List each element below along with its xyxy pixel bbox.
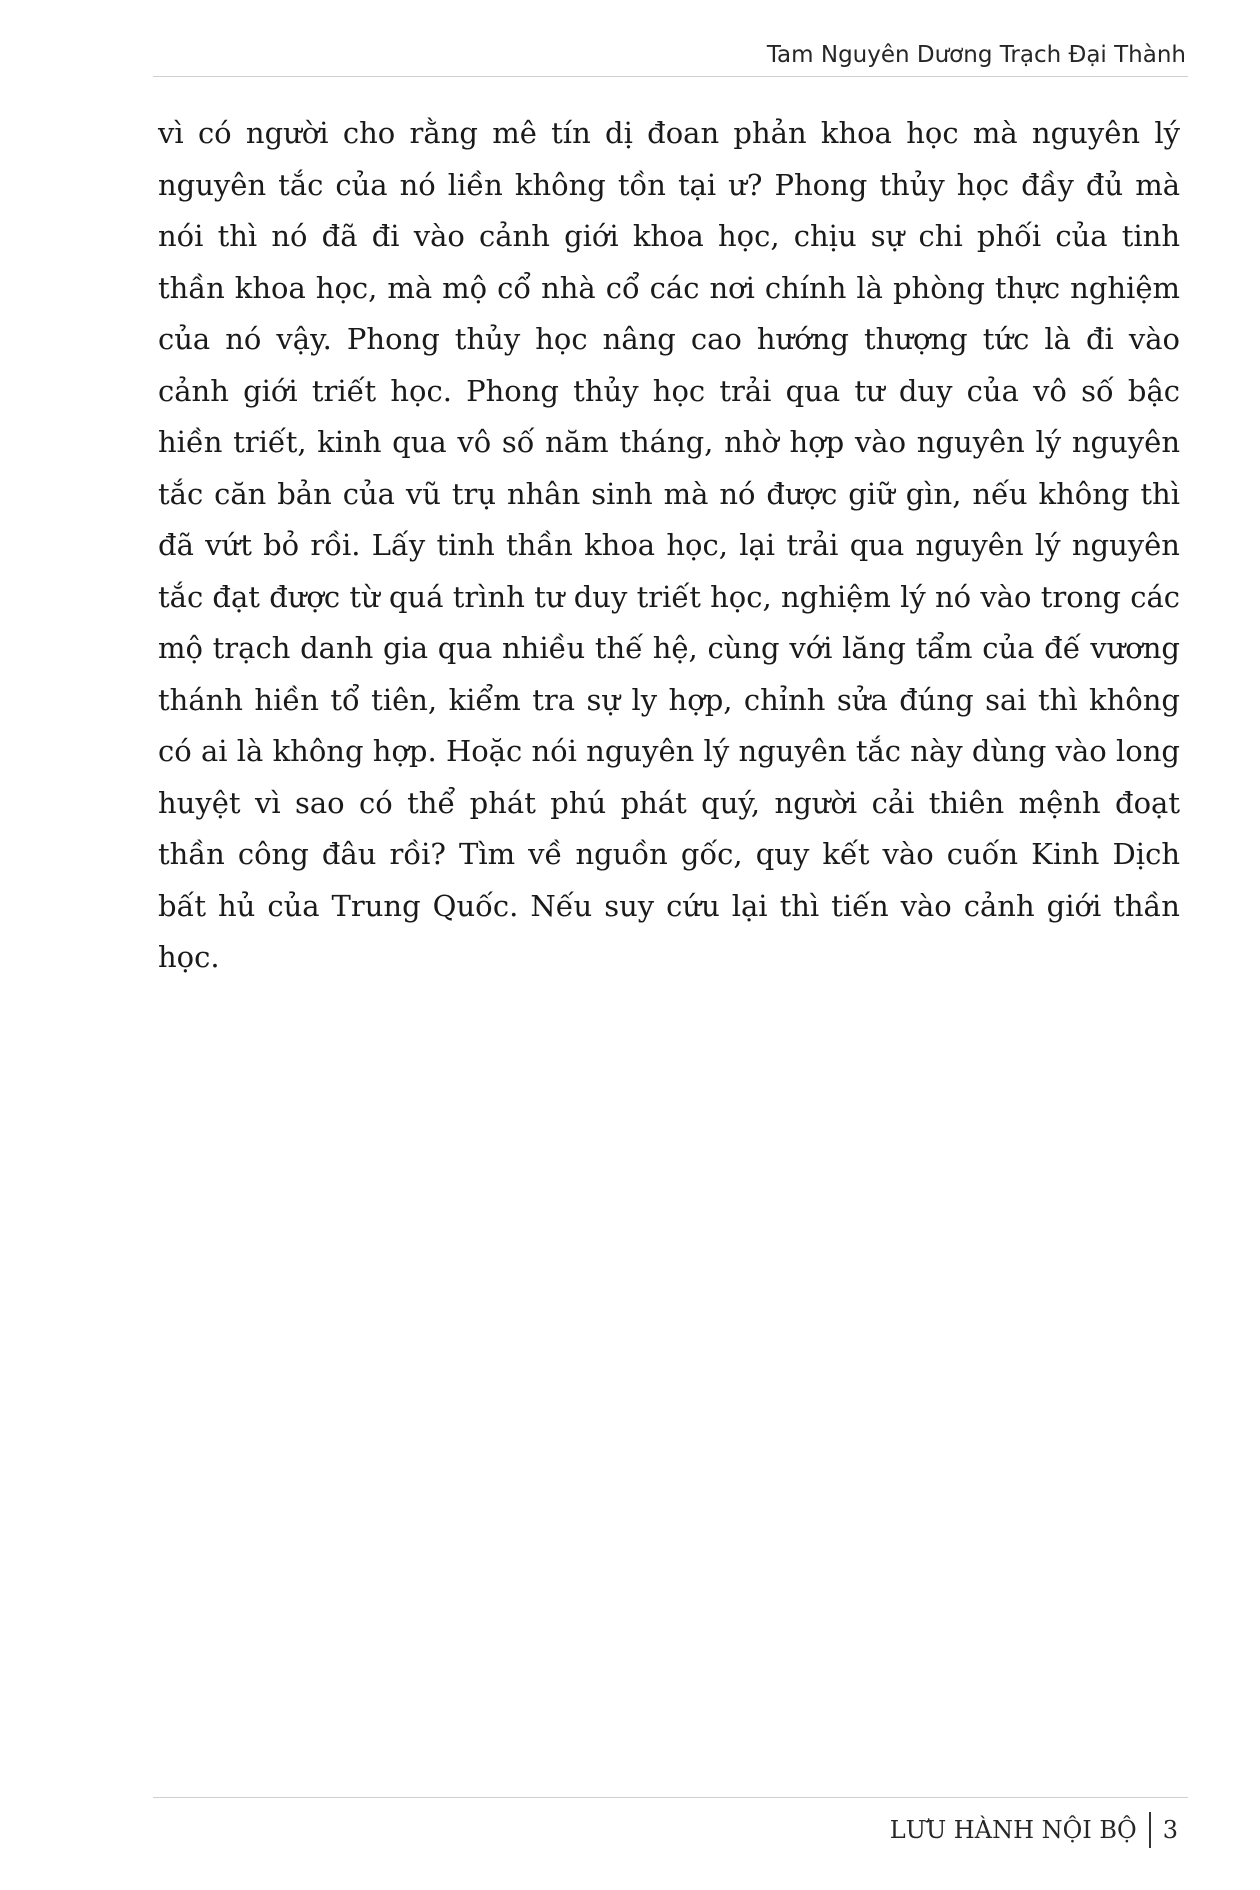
running-title: Tam Nguyên Dương Trạch Đại Thành	[766, 42, 1186, 68]
page-number: 3	[1162, 1816, 1178, 1844]
footer-rule	[153, 1797, 1188, 1798]
page-header	[153, 38, 1188, 77]
body-paragraph: vì có người cho rằng mê tín dị đoan phản khoa học mà nguyên lý nguyên tắc của nó liền không tồn tại ư? Phong thủy học đầy đủ mà nói thì nó đã đi vào cảnh giới khoa học, chịu sự chi phối của tinh thần khoa học, mà mộ cổ nhà cổ các nơi chính là phòng thực nghiệm của nó vậy. Phong thủy học nâng cao hướng thượng tức là đi vào cảnh giới triết học. Phong thủy học trải qua tư duy của vô số bậc hiền triết, kinh qua vô số năm tháng, nhờ hợp vào nguyên lý nguyên tắc căn bản của vũ trụ nhân sinh mà nó được giữ gìn, nếu không thì đã vứt bỏ rồi. Lấy tinh thần khoa học, lại trải qua nguyên lý nguyên tắc đạt được từ quá trình tư duy triết học, nghiệm lý nó vào trong các mộ trạch danh gia qua nhiều thế hệ, cùng với lăng tẩm của đế vương thánh hiền tổ tiên, kiểm tra sự ly hợp, chỉnh sửa đúng sai thì không có ai là không hợp. Hoặc nói nguyên lý nguyên tắc này dùng vào long huyệt vì sao có thể phát phú phát quý, người cải thiên mệnh đoạt thần công đâu rồi? Tìm về nguồn gốc, quy kết vào cuốn Kinh Dịch bất hủ của Trung Quốc. Nếu suy cứu lại thì tiến vào cảnh giới thần học.	[158, 116, 1180, 974]
footer-separator	[1149, 1812, 1151, 1848]
page-footer	[890, 1812, 1178, 1848]
footer-label: LƯU HÀNH NỘI BỘ	[889, 1816, 1137, 1844]
